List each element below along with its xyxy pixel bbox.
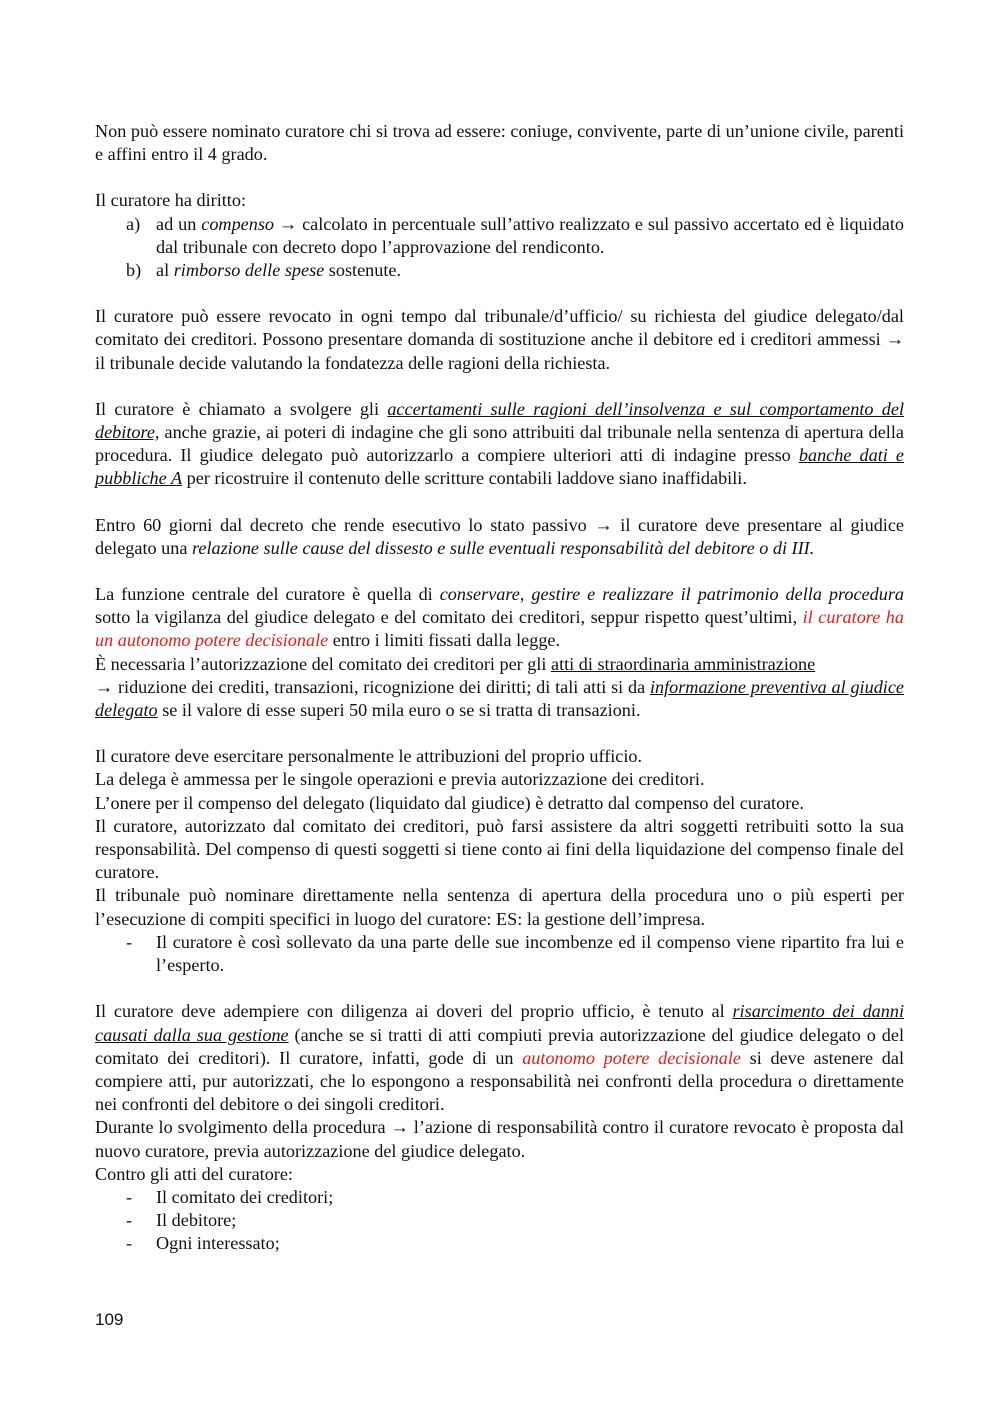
appeals-list — [95, 1186, 904, 1256]
paragraph-central-function: La funzione centrale del curatore è quella di conservare, gestire e realizzare il patrimonio della procedura sotto la vigilanza del giudice delegato e del comitato dei creditori, seppur rispetto quest’ultimi, il curatore ha un autonomo potere decisionale entro i limiti fissati dalla legge. — [95, 584, 904, 651]
list-marker: - — [126, 931, 133, 952]
paragraph-assistants: Il curatore, autorizzato dal comitato dei creditori, può farsi assistere da altri soggetti retribuiti sotto la sua responsabilità. Del compenso di questi soggetti si tiene conto ai fini della liquidazione del compenso finale del curatore. — [95, 815, 904, 883]
list-item: - Il debitore; — [95, 1209, 904, 1232]
underlined-term: informazione preventiva al giudice delegato — [95, 676, 904, 721]
highlight-red: autonomo potere decisionale — [522, 1047, 741, 1068]
list-item: a) ad un compenso → calcolato in percentuale sull’attivo realizzato e sul passivo accertato ed è liquidato dal tribunale con decreto dopo l’approvazione del rendiconto. — [126, 213, 904, 257]
paragraph-delegate-fee: L’onere per il compenso del delegato (liquidato dal giudice) è detratto dal compenso del curatore. — [95, 792, 804, 813]
highlight-red: il curatore ha un autonomo potere decisionale — [95, 607, 904, 651]
arrow-icon: → — [885, 329, 904, 350]
arrow-icon: → — [594, 514, 613, 535]
page-number: 109 — [95, 1310, 124, 1329]
underlined-term: risarcimento dei danni causati dalla sua gestione — [95, 1001, 904, 1045]
list-item: - Il comitato dei creditori; — [95, 1186, 904, 1209]
paragraph-liability-action: Durante lo svolgimento della procedura → l’azione di responsabilità contro il curatore revocato è proposta dal nuovo curatore, previa autorizzazione del giudice delegato. — [95, 1117, 904, 1161]
term-rimborso: rimborso delle spese — [173, 260, 325, 281]
paragraph-delegation: La delega è ammessa per le singole operazioni e previa autorizzazione dei creditori. — [95, 769, 705, 790]
term-conservare: conservare, gestire e realizzare il patrimonio della procedura — [439, 584, 904, 605]
experts-list — [95, 931, 904, 977]
rights-intro: Il curatore ha diritto: — [95, 190, 246, 211]
term-compenso: compenso — [201, 213, 274, 234]
list-item: - Ogni interessato; — [95, 1232, 904, 1255]
list-marker: b) — [126, 260, 142, 281]
paragraph-liability: Il curatore deve adempiere con diligenza ai doveri del proprio ufficio, è tenuto al risarcimento dei danni causati dalla sua gestione (anche se si tratti di atti compiuti previa autorizzazione del giudice delegato o del comitato dei creditori). Il curatore, infatti, gode di un autonomo potere decisionale si deve astenere dal compiere atti, pur autorizzati, che lo espongono a responsabilità nei confronti della procedura o direttamente nei confronti del debitore o dei singoli creditori. — [95, 1001, 905, 1115]
list-marker: a) — [126, 213, 141, 234]
arrow-icon: → — [95, 676, 114, 697]
underlined-term: banche dati e pubbliche A — [95, 445, 905, 489]
list-item: - Il curatore è così sollevato da una parte delle sue incombenze ed il compenso viene ripartito fra lui e l’esperto. — [126, 931, 904, 976]
underlined-term: accertamenti sulle ragioni dell’insolvenza e sul comportamento del debitore, — [95, 398, 904, 443]
list-marker: - — [126, 1186, 133, 1207]
list-item: b) al rimborso delle spese sostenute. — [95, 259, 904, 282]
list-marker: - — [126, 1210, 133, 1231]
list-marker: - — [126, 1233, 133, 1254]
page-body — [95, 120, 904, 1256]
paragraph-incompatibility: Non può essere nominato curatore chi si trova ad essere: coniuge, convivente, parte di un’unione civile, parenti e affini entro il 4 grado. — [95, 121, 904, 165]
arrow-icon: → — [390, 1117, 409, 1138]
paragraph-revocation: Il curatore può essere revocato in ogni tempo dal tribunale/d’ufficio/ su richiesta del giudice delegato/dal comitato dei creditori. Possono presentare domanda di sostituzione anche il debitore ed i creditori ammessi → il tribunale decide valutando la fondatezza delle ragioni della richiesta. — [95, 306, 904, 373]
paragraph-personal-duties: Il curatore deve esercitare personalmente le attribuzioni del proprio ufficio. — [95, 746, 643, 767]
underlined-term: atti di straordinaria amministrazione — [551, 653, 816, 674]
paragraph-report: Entro 60 giorni dal decreto che rende esecutivo lo stato passivo → il curatore deve presentare al giudice delegato una relazione sulle cause del dissesto e sulle eventuali responsabilità del debitore o di III. — [95, 514, 904, 558]
appeals-intro: Contro gli atti del curatore: — [95, 1163, 293, 1184]
paragraph-investigations: Il curatore è chiamato a svolgere gli accertamenti sulle ragioni dell’insolvenza e sul comportamento del debitore, anche grazie, ai poteri di indagine che gli sono attribuiti dal tribunale nella sentenza di apertura della procedura. Il giudice delegato può autorizzarlo a compiere ulteriori atti di indagine presso banche dati e pubbliche A per ricostruire il contenuto delle scritture contabili laddove siano inaffidabili. — [95, 398, 905, 489]
paragraph-experts: Il tribunale può nominare direttamente nella sentenza di apertura della procedura uno o più esperti per l’esecuzione di compiti specifici in luogo del curatore: ES: la gestione dell’impresa. — [95, 885, 904, 929]
arrow-icon: → — [278, 213, 298, 234]
term-relazione: relazione sulle cause del dissesto e sulle eventuali responsabilità del debitore o di III. — [191, 537, 815, 558]
paragraph-authorization: È necessaria l’autorizzazione del comitato dei creditori per gli atti di straordinaria amministrazione → riduzione dei crediti, transazioni, ricognizione dei diritti; di tali atti si da informazione preventiva al giudice delegato se il valore di esse superi 50 mila euro o se si tratta di transazioni. — [95, 653, 904, 721]
rights-list — [95, 213, 904, 283]
